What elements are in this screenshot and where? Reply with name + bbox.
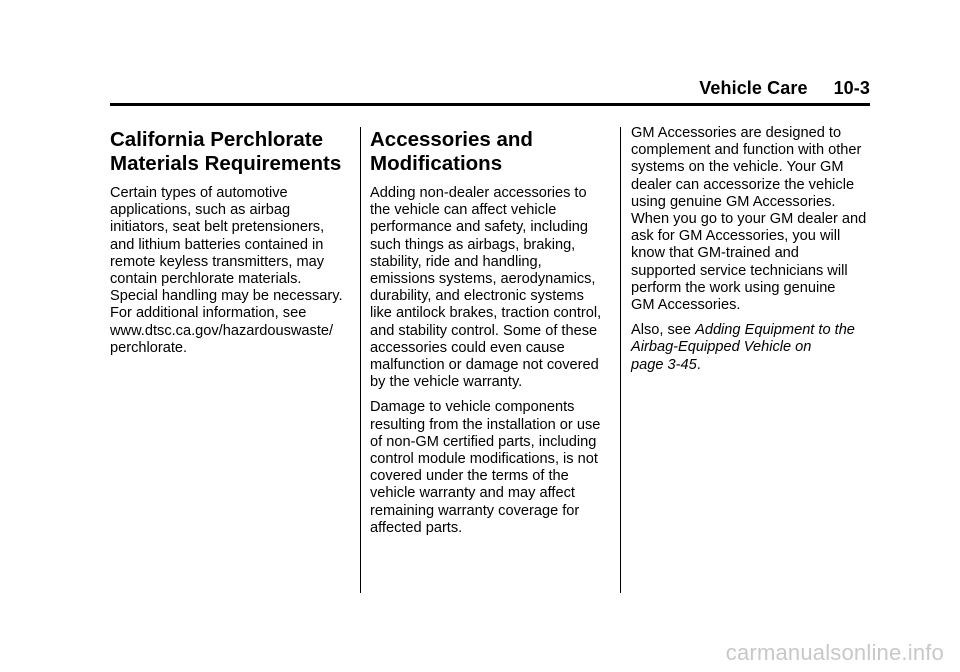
section-heading-accessories-modifications [370,128,610,176]
url-line: www.dtsc.ca.gov/hazardouswaste/ [110,322,334,339]
column-gm-accessories [631,125,871,382]
text-line: emissions systems, aerodynamics, [370,271,596,288]
page-header [110,78,870,102]
text-line: covered under the terms of the [370,468,569,485]
text-line: Adding non-dealer accessories to [370,185,587,201]
text-line: ask for GM Accessories, you will [631,228,841,245]
heading-line: Modifications [370,152,503,175]
text-line: For additional information, see [110,305,307,322]
cross-reference-link[interactable]: page 3-45 [631,356,697,373]
text-line: systems on the vehicle. Your GM [631,159,844,176]
text-line: know that GM-trained and [631,245,799,262]
heading-line: Materials Requirements [110,152,342,175]
column-divider-left [360,127,361,593]
text-line: like antilock brakes, traction control, [370,305,602,322]
heading-line: Accessories and [370,128,533,151]
cross-reference-link[interactable]: Airbag-Equipped Vehicle on [631,339,812,356]
text-line: durability, and electronic systems [370,288,584,305]
text-line: When you go to your GM dealer and [631,211,867,228]
watermark: carmanualsonline.info [725,640,944,665]
column-accessories-modifications [370,128,610,545]
text-line: resulting from the installation or use [370,416,601,433]
text-line: perform the work using genuine [631,279,836,296]
text-line: accessories could even cause [370,339,565,356]
text-line: Damage to vehicle components [370,399,575,416]
text-line: dealer can accessorize the vehicle [631,176,855,193]
paragraph-non-dealer-accessories [370,185,610,391]
paragraph-perchlorate [110,185,350,357]
also-see-line [631,357,871,374]
paragraph-damage-non-gm-parts [370,399,610,537]
text-line: vehicle warranty and may affect [370,485,575,502]
paragraph-gm-accessories [631,125,871,314]
text-line: Certain types of automotive [110,185,288,201]
text-line: complement and function with other [631,142,862,159]
also-see-suffix: . [696,356,701,373]
text-line: Special handling may be necessary. [110,288,343,305]
text-line: GM Accessories are designed to [631,125,842,141]
text-line: initiators, seat belt pretensioners, [110,219,325,236]
section-heading-california-perchlorate [110,128,350,176]
text-line: and stability control. Some of these [370,322,598,339]
text-line: contain perchlorate materials. [110,271,302,288]
text-line: affected parts. [370,519,463,536]
text-line: such things as airbags, braking, [370,236,576,253]
text-line: applications, such as airbag [110,202,291,219]
heading-line: California Perchlorate [110,128,324,151]
text-line: performance and safety, including [370,219,588,236]
text-line: GM Accessories. [631,297,741,314]
text-line: and lithium batteries contained in [110,236,324,253]
text-line: of non-GM certified parts, including [370,433,597,450]
text-line: control module modifications, is not [370,451,598,468]
text-line: by the vehicle warranty. [370,374,523,391]
page-number: 10-3 [833,78,870,98]
text-line: the vehicle can affect vehicle [370,202,557,219]
section-title: Vehicle Care [699,78,808,98]
text-line: using genuine GM Accessories. [631,193,836,210]
text-line: stability, ride and handling, [370,253,542,270]
text-line: remaining warranty coverage for [370,502,580,519]
cross-reference-link[interactable]: Adding Equipment to the [695,322,855,339]
column-divider-right [620,127,621,593]
url-line: perchlorate. [110,339,188,356]
text-line: malfunction or damage not covered [370,357,599,374]
also-see-prefix: Also, see [631,322,696,339]
header-rule [110,103,870,106]
text-line: remote keyless transmitters, may [110,253,325,270]
paragraph-also-see [631,322,871,374]
also-see-line [631,322,871,339]
column-california-perchlorate [110,128,350,365]
text-line: supported service technicians will [631,262,848,279]
